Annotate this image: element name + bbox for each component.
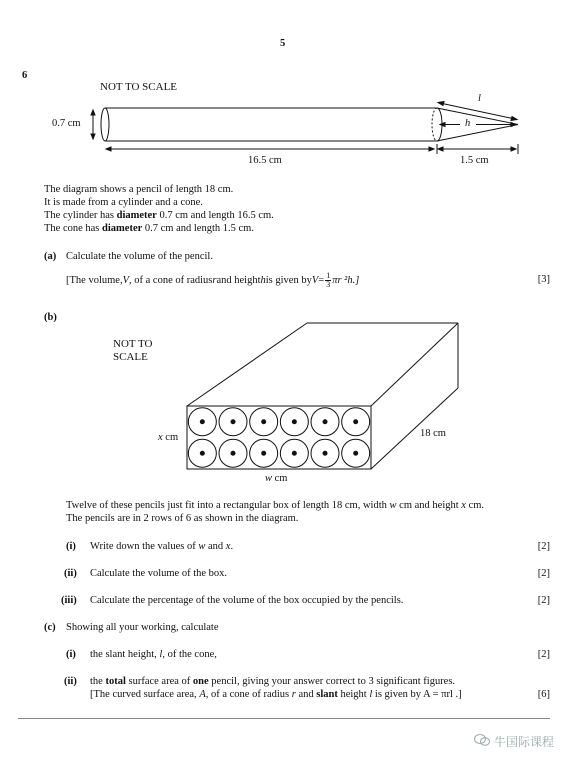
part-b-ii-text: Calculate the volume of the box. — [90, 568, 228, 579]
part-b-iii-label: (iii) — [61, 595, 77, 606]
pencil-lead-dot — [200, 419, 205, 424]
pencil-lead-dot — [353, 451, 358, 456]
question-number: 6 — [22, 70, 28, 81]
part-c-ii-text: the total surface area of one pencil, giving your answer correct to 3 significant figures. — [90, 676, 456, 687]
slant-label: l — [478, 93, 481, 104]
box-not-to-scale-1: NOT TO — [113, 338, 153, 350]
fraction-one-third: $\frac{1}{3}$ — [326, 271, 331, 289]
box-length-label: 18 cm — [420, 428, 446, 439]
part-a-text: Calculate the volume of the pencil. — [66, 251, 213, 262]
intro-line-4: The cone has diameter 0.7 cm and length 1.5 cm. — [44, 223, 254, 234]
cone-length-label: 1.5 cm — [460, 155, 489, 166]
pencil-lead-dot — [231, 419, 236, 424]
pencil-lead-dot — [323, 419, 328, 424]
part-b-i-label: (i) — [66, 541, 76, 552]
pencil-not-to-scale: NOT TO SCALE — [100, 81, 178, 93]
part-c-i-marks: [2] — [537, 649, 550, 660]
footer-rule — [18, 718, 550, 719]
pencil-lead-dot — [353, 419, 358, 424]
height-label: h — [465, 118, 471, 129]
part-c-ii-marks: [6] — [537, 689, 550, 700]
intro-line-3: The cylinder has diameter 0.7 cm and length 16.5 cm. — [44, 210, 274, 221]
part-a-label: (a) — [44, 251, 57, 262]
part-b-label: (b) — [44, 312, 57, 323]
part-b-iii-marks: [2] — [537, 595, 550, 606]
pencil-lead-dot — [292, 451, 297, 456]
part-c-text: Showing all your working, calculate — [66, 622, 219, 633]
part-c-ii-label: (ii) — [64, 676, 77, 687]
pencil-lead-dot — [200, 451, 205, 456]
page-number: 5 — [280, 38, 286, 49]
part-c-label: (c) — [44, 622, 56, 633]
intro-line-1: The diagram shows a pencil of length 18 cm. — [44, 184, 234, 195]
part-b-i-text: Write down the values of w and x. — [90, 541, 234, 552]
pencil-lead-dot — [261, 419, 266, 424]
part-b-ii-marks: [2] — [537, 568, 550, 579]
part-a-formula: [The volume, V , of a cone of radius r and height h is given by V = $\frac{1}{3}$ πr ²h.] — [66, 271, 360, 289]
intro-line-2: It is made from a cylinder and a cone. — [44, 197, 203, 208]
part-b-ii-label: (ii) — [64, 568, 77, 579]
part-a-marks: [3] — [537, 274, 550, 285]
part-c-i-text: the slant height, l, of the cone, — [90, 649, 217, 660]
part-b-text-1: Twelve of these pencils just fit into a rectangular box of length 18 cm, width w cm and height x cm. — [66, 500, 485, 511]
wechat-icon — [474, 733, 490, 750]
box-x-label: x cm — [158, 432, 179, 443]
part-b-iii-text: Calculate the percentage of the volume of the box occupied by the pencils. — [90, 595, 404, 606]
pencil-lead-dot — [231, 451, 236, 456]
box-not-to-scale-2: SCALE — [113, 351, 148, 363]
pencil-lead-dot — [261, 451, 266, 456]
part-b-i-marks: [2] — [537, 541, 550, 552]
diameter-label: 0.7 cm — [52, 118, 81, 129]
pencil-lead-dot — [292, 419, 297, 424]
box-w-label: w cm — [265, 473, 288, 484]
cylinder-length-label: 16.5 cm — [248, 155, 282, 166]
part-c-ii-formula: [The curved surface area, A, of a cone of radius r and slant height l is given by A = πrl .] — [90, 689, 462, 700]
part-b-text-2: The pencils are in 2 rows of 6 as shown in the diagram. — [66, 513, 299, 524]
watermark: 牛国际课程 — [474, 733, 554, 750]
pencil-lead-dot — [323, 451, 328, 456]
part-c-i-label: (i) — [66, 649, 76, 660]
